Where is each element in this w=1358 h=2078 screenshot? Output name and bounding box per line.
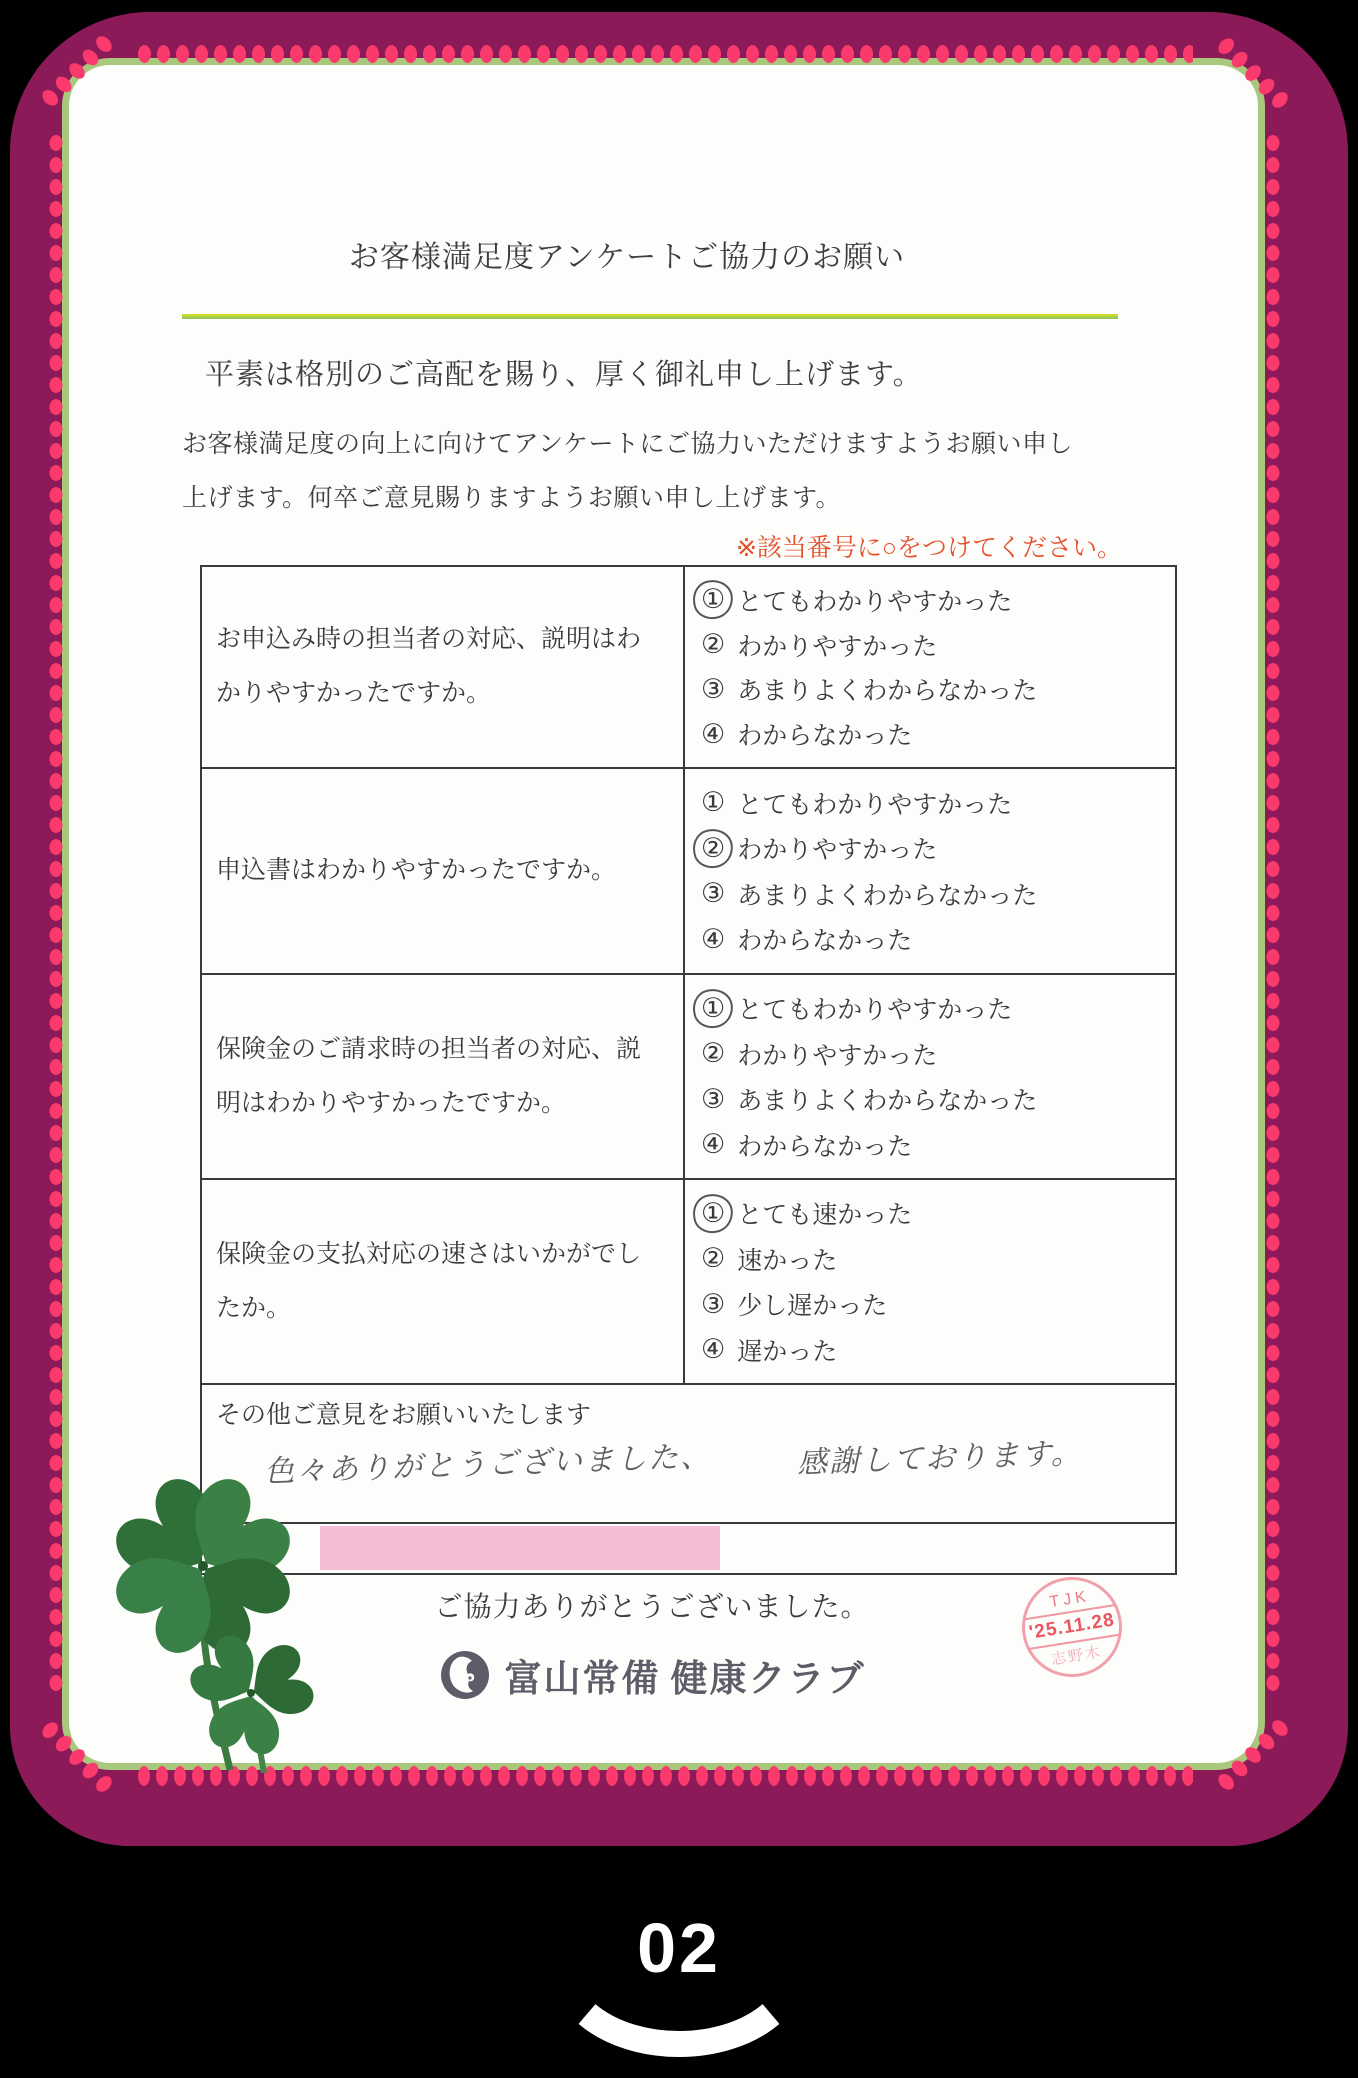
option-item	[701, 990, 1175, 1026]
option-label: あまりよくわからなかった	[737, 677, 1038, 706]
closing-text: ご協力ありがとうございました。	[434, 1591, 870, 1622]
option-label: 速かった	[737, 1246, 838, 1275]
option-number: ②	[701, 629, 726, 660]
options-cell	[685, 769, 1175, 973]
option-label: とても速かった	[737, 1201, 913, 1230]
options-cell	[685, 975, 1175, 1178]
option-label: わからなかった	[737, 927, 913, 956]
option-item	[701, 627, 1175, 663]
stamp-name: 志野木	[1050, 1643, 1104, 1669]
option-number: ①	[701, 787, 726, 818]
logo-text: 富山常備 健康クラブ	[504, 1658, 866, 1699]
option-item	[701, 1332, 1175, 1368]
intro-text-line1: お客様満足度の向上に向けてアンケートにご協力いただけますようお願い申し	[182, 430, 1074, 458]
stamp-date: '25.11.28	[1023, 1603, 1121, 1649]
option-label: とてもわかりやすかった	[737, 587, 1013, 616]
option-number: ②	[701, 1243, 726, 1274]
name-redaction-box	[320, 1526, 720, 1570]
option-item	[701, 582, 1175, 618]
option-label: わかりやすかった	[737, 632, 938, 661]
question-cell: 保険金の支払対応の速さはいかがでしたか。	[202, 1180, 685, 1383]
option-label: わかりやすかった	[737, 1041, 938, 1070]
option-item	[701, 671, 1175, 707]
option-item	[701, 1127, 1175, 1163]
dotted-border-top	[135, 40, 1193, 68]
question-row	[202, 975, 1175, 1180]
stamp-org: TJK	[1048, 1587, 1091, 1611]
option-label: 遅かった	[737, 1337, 838, 1366]
options-cell	[685, 567, 1175, 767]
option-number: ③	[701, 1083, 726, 1114]
option-number: ②	[701, 832, 726, 863]
option-item	[701, 830, 1175, 866]
option-number: ③	[701, 1288, 726, 1319]
option-item	[701, 1036, 1175, 1072]
option-label: とてもわかりやすかった	[737, 790, 1013, 819]
dotted-border-right	[1259, 132, 1287, 1692]
option-number: ①	[701, 584, 726, 615]
option-item	[701, 1195, 1175, 1231]
question-cell: お申込み時の担当者の対応、説明はわかりやすかったですか。	[202, 567, 685, 767]
option-item	[701, 1081, 1175, 1117]
option-item	[701, 1241, 1175, 1277]
option-label: あまりよくわからなかった	[737, 881, 1038, 910]
clover-illustration	[48, 1398, 378, 1773]
comment-prompt: その他ご意見をお願いいたします	[216, 1401, 592, 1429]
option-label: あまりよくわからなかった	[737, 1087, 1038, 1116]
option-label: わかりやすかった	[737, 836, 938, 865]
handwritten-comment: 色々ありがとうございました、	[263, 1440, 713, 1489]
option-item	[701, 921, 1175, 957]
option-number: ④	[701, 1129, 726, 1160]
option-number: ③	[701, 878, 726, 909]
option-number: ②	[701, 1038, 726, 1069]
question-row	[202, 567, 1175, 769]
option-label: とてもわかりやすかった	[737, 996, 1013, 1025]
question-row	[202, 1180, 1175, 1385]
wave-icon	[579, 1992, 779, 2072]
option-number: ③	[701, 673, 726, 704]
option-number: ④	[701, 1334, 726, 1365]
document-title: お客様満足度アンケートご協力のお願い	[348, 241, 906, 274]
greeting-text: 平素は格別のご高配を賜り、厚く御礼申し上げます。	[205, 359, 923, 391]
option-number: ④	[701, 718, 726, 749]
options-cell	[685, 1180, 1175, 1383]
question-cell: 申込書はわかりやすかったですか。	[202, 769, 685, 973]
option-item	[701, 785, 1175, 821]
option-item	[701, 716, 1175, 752]
option-number: ①	[701, 992, 726, 1023]
option-label: わからなかった	[737, 1132, 913, 1161]
intro-text-line2: 上げます。何卒ご意見賜りますようお願い申し上げます。	[182, 484, 842, 512]
option-label: わからなかった	[737, 722, 913, 751]
handwritten-comment: 感謝しております。	[796, 1437, 1084, 1480]
option-number: ④	[701, 923, 726, 954]
question-cell: 保険金のご請求時の担当者の対応、説明はわかりやすかったですか。	[202, 975, 685, 1178]
option-number: ①	[701, 1197, 726, 1228]
option-label: 少し遅かった	[737, 1292, 888, 1321]
option-item	[701, 876, 1175, 912]
page-number: 02	[637, 1909, 721, 1987]
option-item	[701, 1286, 1175, 1322]
logo-face-icon	[439, 1649, 491, 1701]
title-divider	[182, 314, 1118, 319]
question-row	[202, 769, 1175, 975]
instruction-note: ※該当番号に○をつけてください。	[735, 534, 1122, 562]
